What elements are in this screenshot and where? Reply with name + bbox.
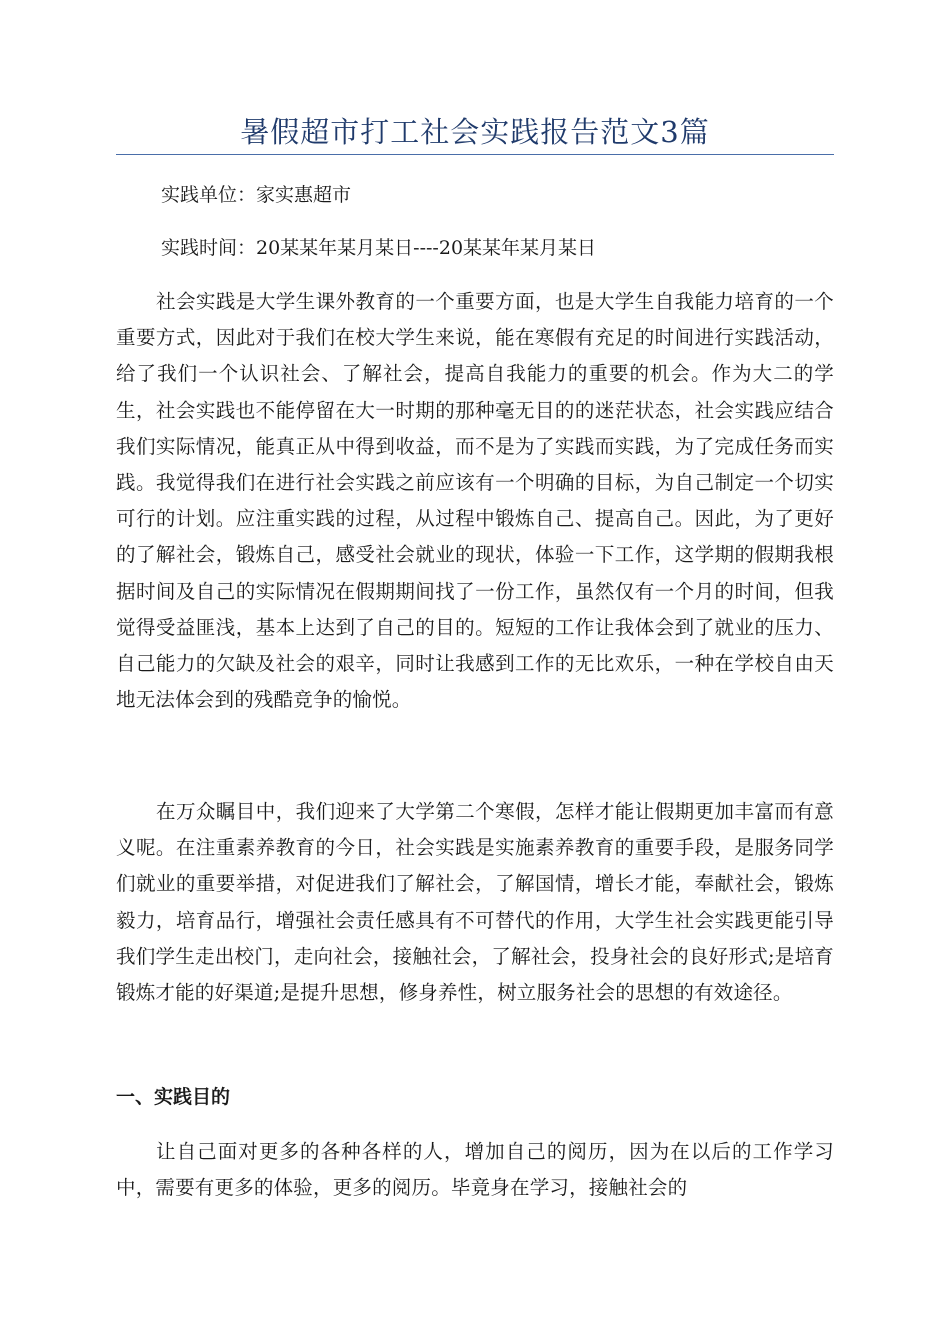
practice-time-line: 实践时间：20某某年某月某日----20某某年某月某日 <box>161 237 597 259</box>
title-underline <box>116 154 834 155</box>
section-paragraph: 让自己面对更多的各种各样的人，增加自己的阅历，因为在以后的工作学习中，需要有更多的体验，更多的阅历。毕竟身在学习，接触社会的 <box>116 1140 834 1200</box>
body-paragraph-1: 社会实践是大学生课外教育的一个重要方面，也是大学生自我能力培育的一个重要方式，因此对于我们在校大学生来说，能在寒假有充足的时间进行实践活动，给了我们一个认识社会、了解社会，提高自我能力的重要的机会。作为大二的学生，社会实践也不能停留在大一时期的那种毫无目的的迷茫状态，社会实践应结合我们实际情况，能真正从中得到收益，而不是为了实践而实践，为了完成任务而实践。我觉得我们在进行社会实践之前应该有一个明确的目标，为自己制定一个切实可行的计划。应注重实践的过程，从过程中锻炼自己、提高自己。因此，为了更好的了解社会，锻炼自己，感受社会就业的现状，体验一下工作，这学期的假期我根据时间及自己的实际情况在假期期间找了一份工作，虽然仅有一个月的时间，但我觉得受益匪浅，基本上达到了自己的目的。短短的工作让我体会到了就业的压力、自己能力的欠缺及社会的艰辛，同时让我感到工作的无比欢乐，一种在学校自由天地无法体会到的残酷竞争的愉悦。 <box>116 290 834 712</box>
section-heading: 一、实践目的 <box>116 1086 231 1108</box>
document-title: 暑假超市打工社会实践报告范文3篇 <box>240 115 710 149</box>
body-paragraph-2: 在万众瞩目中，我们迎来了大学第二个寒假，怎样才能让假期更加丰富而有意义呢。在注重素养教育的今日，社会实践是实施素养教育的重要手段，是服务同学们就业的重要举措，对促进我们了解社会，了解国情，增长才能，奉献社会，锻炼毅力，培育品行，增强社会责任感具有不可替代的作用，大学生社会实践更能引导我们学生走出校门，走向社会，接触社会，了解社会，投身社会的良好形式;是培育锻炼才能的好渠道;是提升思想，修身养性，树立服务社会的思想的有效途径。 <box>116 800 834 1005</box>
practice-unit-line: 实践单位：家实惠超市 <box>161 184 352 206</box>
